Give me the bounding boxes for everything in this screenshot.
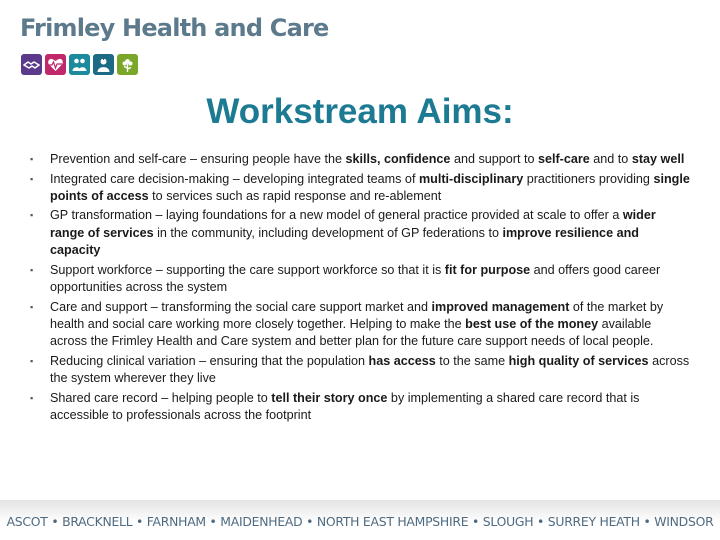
handshake-icon (21, 54, 42, 75)
bullet-icon: ▪ (30, 210, 34, 221)
heartbeat-icon (45, 54, 66, 75)
aim-item (28, 390, 690, 425)
aim-text: available across the Frimley Health and Care system and better plan for the future care support needs of local people. (50, 316, 654, 349)
aim-emphasis: high quality of services (508, 353, 649, 368)
aim-text: of the market by health and social care working more closely together. Helping to make the (50, 299, 664, 331)
aim-text: Support workforce – supporting the care support workforce so that it is (50, 262, 445, 277)
aim-emphasis: fit for purpose (444, 262, 531, 277)
aim-text: by implementing a shared care record that is accessible to professionals across the footprint (50, 390, 640, 422)
aim-text: and support to (450, 152, 538, 166)
bullet-icon: ▪ (30, 392, 34, 403)
aim-text: practitioners providing (523, 171, 654, 186)
aim-emphasis: improve resilience and capacity (50, 225, 639, 258)
aim-text: in the community, including development of GP federations to (153, 225, 503, 240)
aim-text: Integrated care decision-making – developing integrated teams of (50, 171, 419, 186)
aim-text: and offers good career opportunities across the system (50, 262, 661, 294)
aim-text: Shared care record – helping people to (50, 390, 272, 405)
aim-text: across the system wherever they live (50, 353, 690, 386)
people-icon (69, 54, 90, 75)
aim-text: to the same (435, 353, 509, 368)
aim-emphasis: has access (368, 353, 436, 368)
bullet-icon: ▪ (30, 173, 34, 184)
aim-emphasis: single points of access (50, 171, 690, 203)
aim-text: Care and support – transforming the social care support market and (50, 299, 432, 314)
aim-item (28, 262, 690, 297)
page-title: Workstream Aims: (206, 92, 514, 131)
aim-text: and to (589, 152, 632, 166)
aim-text: Prevention and self-care – ensuring people have the (50, 152, 346, 166)
nurse-icon (93, 54, 114, 75)
aim-item (28, 353, 690, 388)
aim-emphasis: multi-disciplinary (418, 171, 524, 186)
bullet-icon: ▪ (30, 264, 34, 275)
aim-text: to services such as rapid response and re-ablement (148, 188, 442, 203)
aim-emphasis: self-care (537, 152, 590, 166)
aims-list (28, 151, 690, 427)
aim-item (28, 151, 690, 168)
footer-locations: ASCOT • BRACKNELL • FARNHAM • MAIDENHEAD • NORTH EAST HAMPSHIRE • SLOUGH • SURREY HEATH • WINDSOR (6, 514, 714, 529)
aim-emphasis: improved management (431, 299, 570, 314)
flower-icon (117, 54, 138, 75)
aim-item (28, 299, 690, 351)
bullet-icon: ▪ (30, 301, 34, 312)
aim-item (28, 171, 690, 206)
aim-emphasis: stay well (631, 152, 685, 166)
aim-item (28, 207, 690, 259)
aim-emphasis: wider range of services (50, 208, 656, 240)
aim-emphasis: tell their story once (271, 390, 388, 405)
logo-icons (21, 54, 138, 75)
aim-text: GP transformation – laying foundations for a new model of general practice provided at scale to offer a (50, 208, 623, 223)
bullet-icon: ▪ (30, 154, 34, 164)
aim-emphasis: skills, confidence (345, 152, 451, 166)
bullet-icon: ▪ (30, 355, 34, 366)
logo-title: Frimley Health and Care (20, 14, 329, 42)
aim-text: Reducing clinical variation – ensuring that the population (50, 353, 369, 368)
aim-emphasis: best use of the money (465, 316, 599, 331)
